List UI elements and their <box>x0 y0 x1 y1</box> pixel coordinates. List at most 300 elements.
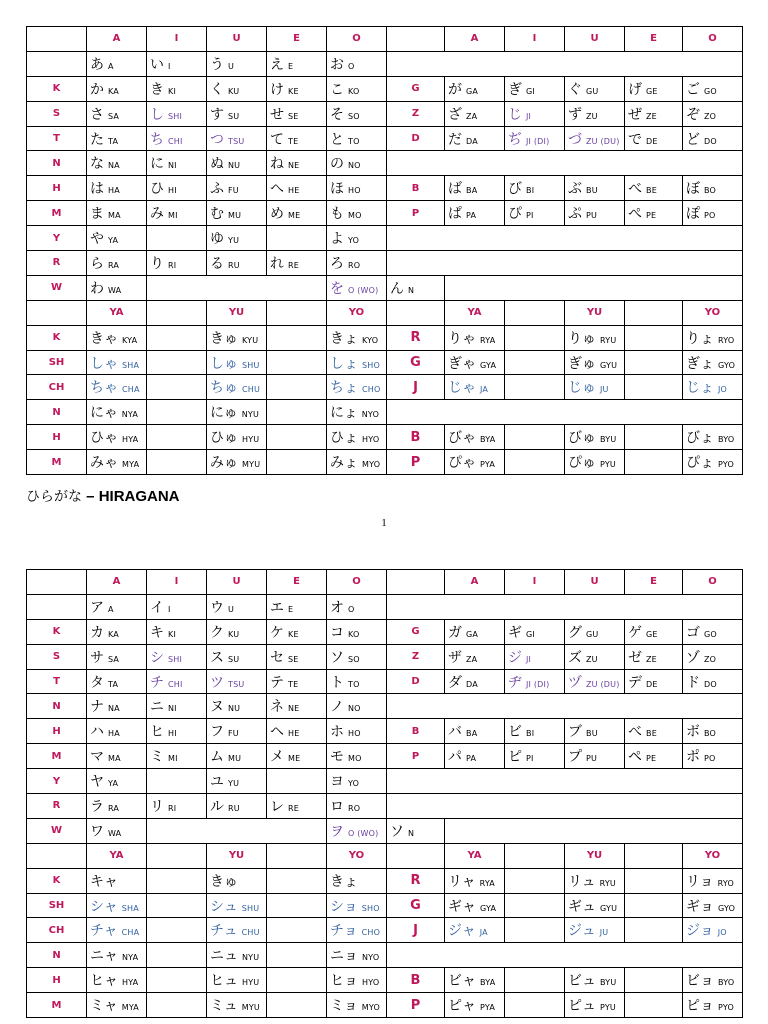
kana-char: ヒョ <box>330 973 358 990</box>
column-header: I <box>505 570 565 595</box>
romaji: A <box>108 604 114 614</box>
romaji: NO <box>348 704 361 714</box>
kana-cell <box>147 101 207 126</box>
kana-cell <box>87 176 147 201</box>
kana-cell <box>87 993 147 1018</box>
empty-cell <box>387 51 743 76</box>
kana-cell <box>625 669 683 694</box>
romaji: E <box>288 61 294 71</box>
romaji: GYO <box>718 360 736 370</box>
kana-cell <box>505 619 565 644</box>
romaji: GA <box>466 629 479 639</box>
kana-char: ヤ <box>90 774 104 791</box>
column-header: YU <box>565 300 625 325</box>
empty-cell <box>625 450 683 475</box>
kana-char: ピ <box>508 749 522 766</box>
empty-cell <box>505 450 565 475</box>
kana-char: みゃ <box>90 455 118 472</box>
kana-char: ぷ <box>568 206 582 223</box>
kana-char: ブ <box>568 724 582 741</box>
kana-cell <box>207 893 267 918</box>
kana-char: ダ <box>448 674 462 691</box>
kana-cell <box>565 918 625 943</box>
row-label <box>387 570 445 595</box>
romaji: DE <box>646 679 658 689</box>
kana-cell <box>505 669 565 694</box>
romaji: MI <box>168 754 178 764</box>
row-label <box>27 570 87 595</box>
empty-cell <box>625 300 683 325</box>
kana-char: びゃ <box>448 430 476 447</box>
kana-cell <box>147 151 207 176</box>
kana-char: ショ <box>330 898 358 915</box>
empty-cell <box>387 694 743 719</box>
romaji: JU <box>599 928 609 938</box>
romaji: NO <box>348 161 361 171</box>
kana-char: じ <box>508 106 522 123</box>
kana-char: しゅ <box>210 355 238 372</box>
romaji: CHU <box>242 385 261 395</box>
romaji: O <box>348 61 355 71</box>
kana-char: イ <box>150 599 164 616</box>
romaji: GA <box>466 86 479 96</box>
romaji: HE <box>288 729 300 739</box>
kana-cell <box>625 76 683 101</box>
kana-char: ニャ <box>90 948 118 965</box>
kana-char: みゅ <box>210 455 238 472</box>
romaji: KU <box>228 86 240 96</box>
kana-char: ほ <box>330 181 344 198</box>
kana-cell <box>87 868 147 893</box>
kana-cell <box>445 425 505 450</box>
romaji: SHA <box>122 360 140 370</box>
column-header: YU <box>565 843 625 868</box>
kana-cell <box>445 126 505 151</box>
row-label <box>387 843 445 868</box>
kana-cell <box>147 594 207 619</box>
romaji: SE <box>288 654 299 664</box>
romaji: ZE <box>646 111 657 121</box>
empty-cell <box>267 325 327 350</box>
kana-cell <box>565 126 625 151</box>
romaji: N <box>408 285 415 295</box>
column-header: I <box>147 27 207 52</box>
romaji: PYO <box>718 1003 734 1013</box>
romaji: RI <box>168 803 177 813</box>
romaji: TO <box>348 679 360 689</box>
romaji: DO <box>704 136 717 146</box>
romaji: RA <box>108 803 120 813</box>
kana-cell <box>267 694 327 719</box>
romaji: ME <box>288 211 301 221</box>
empty-cell <box>267 943 327 968</box>
kana-char: ば <box>448 181 462 198</box>
kana-char: ス <box>210 649 224 666</box>
kana-cell <box>267 101 327 126</box>
kana-char: ネ <box>270 699 284 716</box>
title-dash: – <box>82 488 99 505</box>
katakana-table <box>26 569 743 1018</box>
romaji: NE <box>288 161 300 171</box>
column-header: O <box>683 27 743 52</box>
romaji: PA <box>466 211 477 221</box>
kana-cell <box>683 126 743 151</box>
empty-cell <box>147 375 207 400</box>
kana-char: つ <box>210 131 224 148</box>
row-label: H <box>27 176 87 201</box>
empty-cell <box>387 400 743 425</box>
kana-char: ぽ <box>686 206 700 223</box>
romaji: I <box>168 61 171 71</box>
kana-char: え <box>270 56 284 73</box>
romaji: MA <box>108 211 121 221</box>
row-label: S <box>27 101 87 126</box>
kana-cell <box>683 450 743 475</box>
romaji: KO <box>348 86 360 96</box>
table-row <box>27 76 743 101</box>
romaji: GI <box>526 629 535 639</box>
table-row <box>27 794 743 819</box>
kana-cell <box>207 350 267 375</box>
kana-char: ビュ <box>568 973 596 990</box>
kana-cell <box>327 918 387 943</box>
table-row <box>27 151 743 176</box>
row-label: J <box>387 375 445 400</box>
kana-char: ジャ <box>448 923 476 940</box>
romaji: KI <box>168 629 177 639</box>
romaji: SO <box>348 654 360 664</box>
kana-char: い <box>150 56 164 73</box>
kana-cell <box>505 744 565 769</box>
row-label: S <box>27 644 87 669</box>
kana-cell <box>327 818 387 843</box>
empty-cell <box>147 993 207 1018</box>
kana-char: ザ <box>448 649 462 666</box>
romaji: A <box>108 61 114 71</box>
kana-char: ヨ <box>330 774 344 791</box>
row-label: W <box>27 275 87 300</box>
kana-char: ぱ <box>448 206 462 223</box>
romaji: GYU <box>600 903 618 913</box>
kana-cell <box>565 993 625 1018</box>
kana-char: モ <box>330 749 344 766</box>
table-row <box>27 619 743 644</box>
kana-char: きゅ <box>210 330 238 347</box>
kana-cell <box>445 619 505 644</box>
romaji: HYO <box>362 978 380 988</box>
empty-cell <box>505 893 565 918</box>
kana-char: ホ <box>330 724 344 741</box>
romaji: HO <box>348 186 361 196</box>
kana-char: や <box>90 231 104 248</box>
kana-char: ピュ <box>568 998 596 1015</box>
kana-char: メ <box>270 749 284 766</box>
kana-cell <box>87 251 147 276</box>
kana-cell <box>87 918 147 943</box>
romaji: BU <box>586 186 598 196</box>
kana-char: ゲ <box>628 624 642 641</box>
romaji: CHO <box>362 385 381 395</box>
row-label: Y <box>27 769 87 794</box>
kana-char: も <box>330 206 344 223</box>
kana-char: ゾ <box>686 649 700 666</box>
kana-cell <box>565 76 625 101</box>
romaji: JA <box>479 928 488 938</box>
kana-cell <box>207 694 267 719</box>
kana-char: きょ <box>330 330 358 347</box>
romaji: PYO <box>718 460 734 470</box>
kana-char: ヒュ <box>210 973 238 990</box>
kana-cell <box>207 76 267 101</box>
kana-cell <box>267 719 327 744</box>
table-row <box>27 769 743 794</box>
empty-cell <box>267 968 327 993</box>
romaji: TA <box>108 136 119 146</box>
kana-char: ド <box>686 674 700 691</box>
table-row <box>27 176 743 201</box>
column-header: YA <box>445 843 505 868</box>
kana-char: ワ <box>90 823 104 840</box>
kana-cell <box>207 101 267 126</box>
romaji: MYA <box>122 460 140 470</box>
kana-char: ヅ <box>568 674 582 691</box>
empty-cell <box>387 226 743 251</box>
title-kana: ひらがな <box>26 489 82 505</box>
kana-char: べ <box>628 724 642 741</box>
kana-char: ハ <box>90 724 104 741</box>
kana-char: ヌ <box>210 699 224 716</box>
kana-char: ニュ <box>210 948 238 965</box>
romaji: GU <box>586 86 599 96</box>
kana-cell <box>565 893 625 918</box>
empty-cell <box>625 968 683 993</box>
romaji: CHA <box>122 385 140 395</box>
romaji: MYU <box>242 460 261 470</box>
kana-cell <box>445 719 505 744</box>
kana-char: ん <box>390 280 404 297</box>
row-label: P <box>387 993 445 1018</box>
romaji: JI <box>526 111 532 121</box>
row-label: Y <box>27 226 87 251</box>
kana-cell <box>147 669 207 694</box>
empty-cell <box>147 968 207 993</box>
empty-cell <box>147 425 207 450</box>
romaji: HYA <box>122 978 139 988</box>
kana-char: ギ <box>508 624 522 641</box>
kana-char: ぼ <box>686 181 700 198</box>
empty-cell <box>147 868 207 893</box>
column-header: E <box>267 27 327 52</box>
romaji: HI <box>168 186 177 196</box>
kana-cell <box>327 993 387 1018</box>
empty-cell <box>147 350 207 375</box>
kana-cell <box>267 126 327 151</box>
kana-cell <box>87 201 147 226</box>
romaji: TO <box>348 136 360 146</box>
kana-char: む <box>210 206 224 223</box>
row-label <box>387 27 445 52</box>
kana-cell <box>683 101 743 126</box>
row-label: CH <box>27 918 87 943</box>
title-latin: HIRAGANA <box>98 488 180 505</box>
table-row <box>27 993 743 1018</box>
table-row <box>27 275 743 300</box>
kana-char: ご <box>686 81 700 98</box>
kana-char: う <box>210 56 224 73</box>
romaji: TSU <box>228 136 245 146</box>
romaji: BYO <box>718 435 735 445</box>
kana-char: べ <box>628 181 642 198</box>
kana-cell <box>683 325 743 350</box>
kana-cell <box>327 350 387 375</box>
romaji: RO <box>348 260 361 270</box>
kana-char: ヂ <box>508 674 522 691</box>
kana-char: ム <box>210 749 224 766</box>
kana-char: ゆ <box>210 231 224 248</box>
romaji: HYU <box>242 978 260 988</box>
kana-char: ナ <box>90 699 104 716</box>
kana-char: る <box>210 255 224 272</box>
kana-char: ミュ <box>210 998 238 1015</box>
kana-char: にゅ <box>210 405 238 422</box>
romaji: MI <box>168 211 178 221</box>
row-label: G <box>387 350 445 375</box>
empty-cell <box>505 968 565 993</box>
kana-char: ラ <box>90 798 104 815</box>
kana-cell <box>267 594 327 619</box>
romaji: ZA <box>466 654 478 664</box>
kana-char: びゅ <box>568 430 596 447</box>
kana-cell <box>505 101 565 126</box>
kana-cell <box>147 719 207 744</box>
kana-cell <box>683 744 743 769</box>
empty-cell <box>625 893 683 918</box>
kana-cell <box>87 968 147 993</box>
kana-cell <box>87 375 147 400</box>
kana-char: じゅ <box>568 380 596 397</box>
empty-cell <box>505 425 565 450</box>
empty-cell <box>625 993 683 1018</box>
empty-cell <box>387 769 743 794</box>
table-row <box>27 300 743 325</box>
romaji: BE <box>646 729 657 739</box>
romaji: TE <box>288 679 299 689</box>
kana-char: ぶ <box>568 181 582 198</box>
kana-cell <box>87 51 147 76</box>
romaji: KYU <box>242 335 259 345</box>
kana-char: リ <box>150 798 164 815</box>
romaji: RO <box>348 803 361 813</box>
table-row <box>27 201 743 226</box>
romaji: E <box>288 604 294 614</box>
kana-cell <box>683 201 743 226</box>
empty-cell <box>625 918 683 943</box>
empty-cell <box>267 893 327 918</box>
romaji: HA <box>108 729 120 739</box>
kana-cell <box>267 76 327 101</box>
kana-char: リャ <box>448 873 476 890</box>
romaji: KU <box>228 629 240 639</box>
romaji: KI <box>168 86 177 96</box>
kana-cell <box>87 794 147 819</box>
empty-cell <box>267 400 327 425</box>
kana-char: あ <box>90 56 104 73</box>
romaji: GO <box>704 629 717 639</box>
empty-cell <box>147 818 327 843</box>
kana-char: ソ <box>330 649 344 666</box>
kana-cell <box>207 126 267 151</box>
romaji: BU <box>586 729 598 739</box>
row-label: K <box>27 619 87 644</box>
romaji: BYA <box>480 435 496 445</box>
table-row <box>27 27 743 52</box>
romaji: CHU <box>241 928 260 938</box>
kana-cell <box>445 744 505 769</box>
romaji: NU <box>228 704 241 714</box>
empty-cell <box>625 843 683 868</box>
romaji: PO <box>704 211 716 221</box>
row-label <box>27 300 87 325</box>
kana-cell <box>683 918 743 943</box>
romaji: SHI <box>168 654 183 664</box>
kana-char: り <box>150 255 164 272</box>
romaji: SHU <box>241 903 260 913</box>
romaji: GI <box>526 86 535 96</box>
kana-char: ぎゃ <box>448 355 476 372</box>
kana-char: ギュ <box>568 898 596 915</box>
kana-cell <box>327 943 387 968</box>
table-row <box>27 669 743 694</box>
kana-cell <box>267 644 327 669</box>
kana-cell <box>327 619 387 644</box>
kana-char: ビャ <box>448 973 476 990</box>
column-header: A <box>445 570 505 595</box>
romaji: NYU <box>242 953 260 963</box>
kana-char: ぎゅ <box>568 355 596 372</box>
romaji: TA <box>108 679 119 689</box>
table-row <box>27 943 743 968</box>
kana-cell <box>683 176 743 201</box>
romaji: JA <box>480 385 489 395</box>
row-label: SH <box>27 893 87 918</box>
romaji: JI <box>526 654 532 664</box>
romaji: PI <box>526 211 534 221</box>
romaji: SHU <box>242 360 260 370</box>
empty-cell <box>387 943 743 968</box>
row-label: R <box>387 325 445 350</box>
romaji: NYO <box>361 410 380 420</box>
row-label: M <box>27 201 87 226</box>
table-row <box>27 570 743 595</box>
romaji: JO <box>718 385 728 395</box>
kana-char: じゃ <box>448 380 476 397</box>
romaji: ZO <box>704 654 717 664</box>
kana-cell <box>207 669 267 694</box>
kana-cell <box>87 350 147 375</box>
romaji: KYO <box>362 335 379 345</box>
kana-cell <box>207 325 267 350</box>
romaji: BA <box>466 729 478 739</box>
kana-cell <box>87 76 147 101</box>
kana-cell <box>147 76 207 101</box>
table-row <box>27 594 743 619</box>
kana-char: コ <box>330 624 344 641</box>
kana-cell <box>87 101 147 126</box>
kana-cell <box>207 400 267 425</box>
row-label: D <box>387 126 445 151</box>
table-row <box>27 644 743 669</box>
romaji: NA <box>108 161 120 171</box>
